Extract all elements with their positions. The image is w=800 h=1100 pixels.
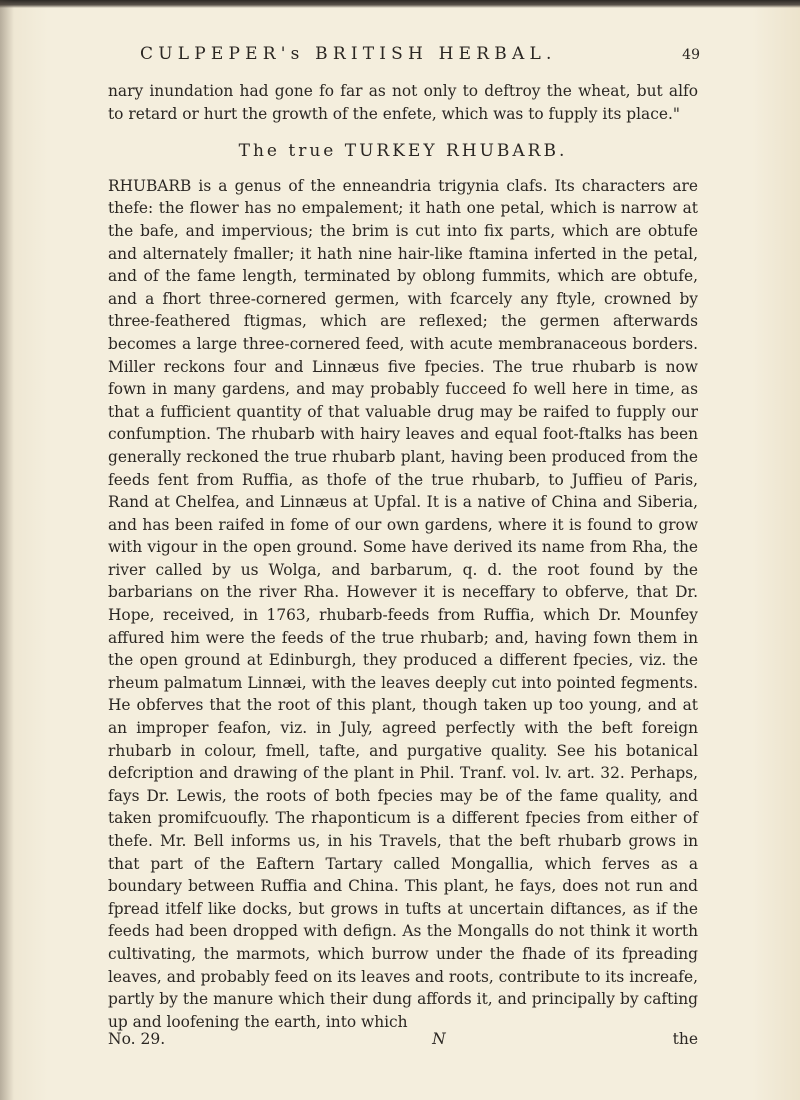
page-number: 49 bbox=[682, 47, 700, 63]
gutter-shadow bbox=[0, 0, 14, 1100]
body-text bbox=[108, 80, 698, 1033]
issue-number: No. 29. bbox=[108, 1030, 166, 1048]
catchword: the bbox=[672, 1030, 698, 1048]
page-footer bbox=[108, 1030, 698, 1048]
rhubarb-paragraph: RHUBARB is a genus of the enneandria trigynia clafs. Its characters are thefe: the flower has no empalement; it hath one petal, which is narrow at the bafe, and impervious; the brim is cut into fix parts, which are obtufe and alternately fmaller; it hath nine hair-like ftamina inferted in the petal, and of the fame length, terminated by oblong fummits, which are obtufe, and a fhort three-cornered germen, with fcarcely any ftyle, crowned by three-feathered ftigmas, which are reflexed; the germen afterwards becomes a large three-cornered feed, with acute membranaceous borders. Miller reckons four and Linnæus five fpecies. The true rhubarb is now fown in many gardens, and may probably fucceed fo well here in time, as that a fufficient quantity of that valuable drug may be raifed to fupply our confumption. The rhubarb with hairy leaves and equal foot-ftalks has been generally reckoned the true rhubarb plant, having been produced from the feeds fent from Ruffia, as thofe of the true rhubarb, to Juffieu of Paris, Rand at Chelfea, and Linnæus at Upfal. It is a native of China and Siberia, and has been raifed in fome of our own gardens, where it is found to grow with vigour in the open ground. Some have derived its name from Rha, the river called by us Wolga, and barbarum, q. d. the root found by the barbarians on the river Rha. However it is neceffary to obferve, that Dr. Hope, received, in 1763, rhubarb-feeds from Ruffia, which Dr. Mounfey affured him were the feeds of the true rhubarb; and, having fown them in the open ground at Edinburgh, they produced a different fpecies, viz. the rheum palmatum Linnæi, with the leaves deeply cut into pointed fegments. He obferves that the root of this plant, though taken up too young, and at an improper feafon, viz. in July, agreed perfectly with the beft foreign rhubarb in colour, fmell, tafte, and purgative quality. See his botanical defcription and drawing of the plant in Phil. Tranf. vol. lv. art. 32. Perhaps, fays Dr. Lewis, the roots of both fpecies may be of the fame quality, and taken promifcuoufly. The rhaponticum is a different fpecies from either of thefe. Mr. Bell informs us, in his Travels, that the beft rhubarb grows in that part of the Eaftern Tartary called Mongallia, which ferves as a boundary between Ruffia and China. This plant, he fays, does not run and fpread itfelf like docks, but grows in tufts at uncertain diftances, as if the feeds had been dropped with defign. As the Mongalls do not think it worth cultivating, the marmots, which burrow under the fhade of its fpreading leaves, and probably feed on its leaves and roots, contribute to its increafe, partly by the manure which their dung affords it, and principally by cafting up and loofening the earth, into which bbox=[108, 176, 698, 1031]
running-title: CULPEPER's BRITISH HERBAL. bbox=[140, 44, 557, 64]
signature-mark: N bbox=[432, 1030, 446, 1048]
page-top-edge bbox=[0, 0, 800, 8]
continuation-paragraph: nary inundation had gone fo far as not only to deftroy the wheat, but alfo to retard or hurt the growth of the enfete, which was to fupply its place." bbox=[108, 82, 698, 123]
section-title: The true TURKEY RHUBARB. bbox=[238, 141, 568, 162]
running-head bbox=[140, 44, 700, 64]
